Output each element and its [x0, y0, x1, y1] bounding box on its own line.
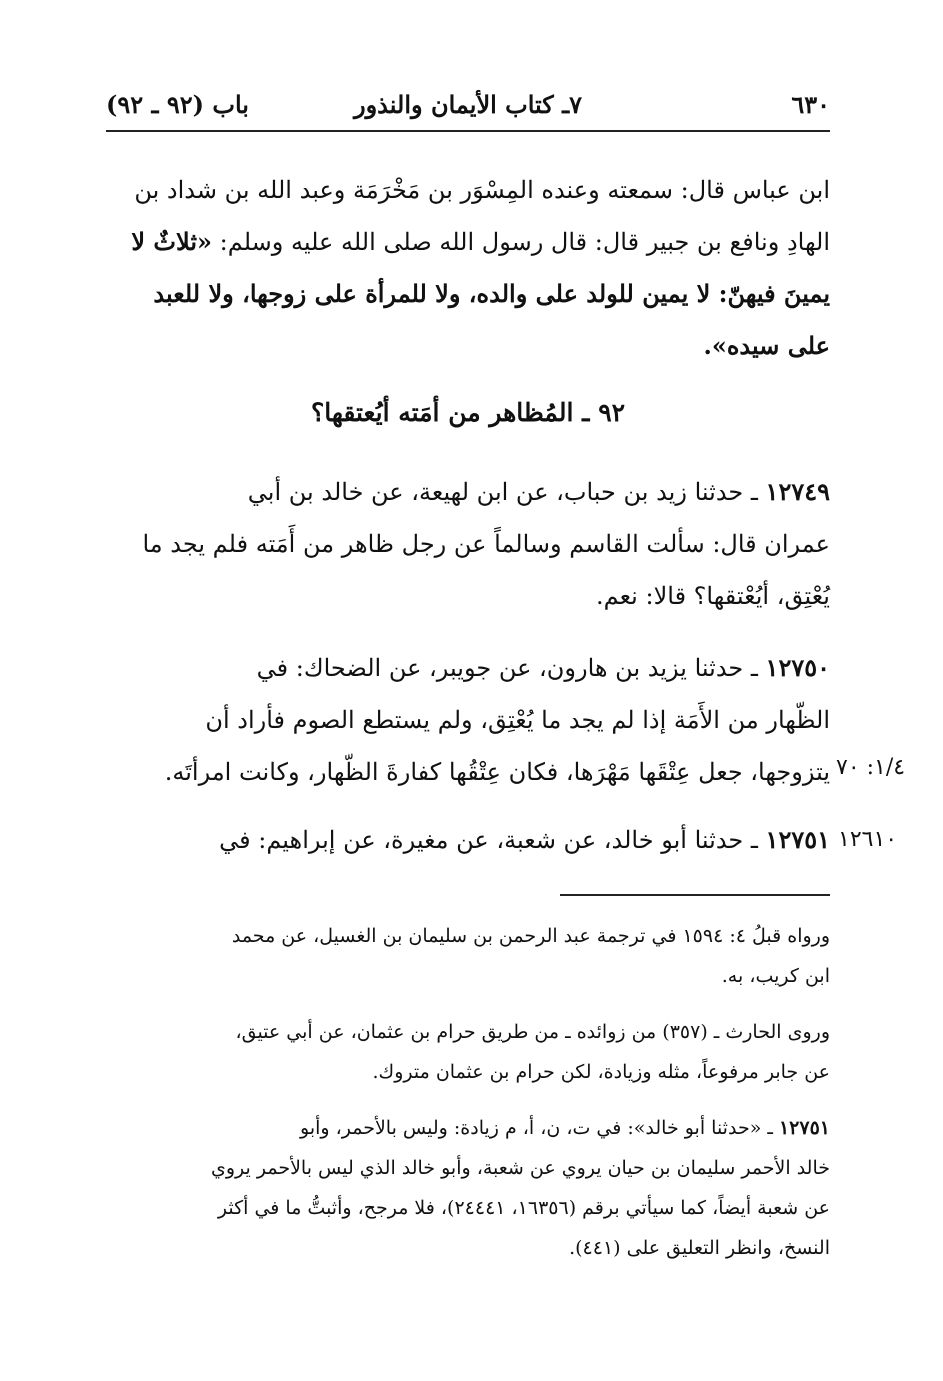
footnote-line: عن شعبة أيضاً، كما سيأتي برقم (١٦٣٥٦، ٢٤٤٤١)، فلا مرجح، وأثبتُّ ما في أكثر — [217, 1197, 830, 1219]
hadith-number: ١٢٧٥٠ — [765, 653, 830, 682]
hadith-line — [106, 466, 830, 518]
hadith-quote-start: «ثلاثٌ لا — [131, 227, 212, 256]
header-page-number: ٦٣٠ — [791, 90, 830, 119]
header-book-title: ٧ـ كتاب الأيمان والنذور — [354, 90, 582, 119]
footnote-line: ابن كريب، به. — [721, 965, 830, 987]
header-rule — [106, 130, 830, 132]
footnote-line: ورواه قبلُ ٤: ١٥٩٤ في ترجمة عبد الرحمن بن سليمان بن الغسيل، عن محمد — [231, 925, 830, 947]
intro-line — [106, 216, 830, 268]
footnote-text: ـ «حدثنا أبو خالد»: في ت، ن، أ، م زيادة: وليس بالأحمر، وأبو — [300, 1117, 779, 1139]
hadith-line — [106, 814, 830, 866]
margin-number: ١٢٦١٠ — [838, 827, 898, 852]
hadith-line: يتزوجها، جعل عِتْقَها مَهْرَها، فكان عِتْقُها كفارةَ الظّهار، وكانت امرأتَه. — [164, 758, 830, 786]
intro-paragraph — [106, 164, 830, 372]
hadith-text: ـ حدثنا زيد بن حباب، عن ابن لهيعة، عن خالد بن أبي — [247, 478, 766, 506]
footnote-1 — [106, 916, 830, 996]
footnote-2 — [106, 1012, 830, 1092]
footnote-number: ١٢٧٥١ — [778, 1117, 830, 1139]
hadith-12749 — [106, 466, 830, 622]
hadith-line: عمران قال: سألت القاسم وسالماً عن رجل ظاهر من أَمَته فلم يجد ما — [142, 530, 830, 558]
hadith-number: ١٢٧٤٩ — [765, 477, 830, 506]
footnote-3 — [106, 1108, 830, 1268]
footnote-line: خالد الأحمر سليمان بن حيان يروي عن شعبة، وأبو خالد الذي ليس بالأحمر يروي — [211, 1157, 830, 1179]
footnote-line: النسخ، وانظر التعليق على (٤٤١). — [569, 1237, 830, 1259]
margin-reference: ١/٤: ٧٠ — [836, 755, 906, 780]
header-chapter-range: باب (٩٢ ـ ٩٢) — [106, 90, 249, 119]
hadith-quote-line: يمينَ فيهنّ: لا يمين للولد على والده، ولا للمرأة على زوجها، ولا للعبد — [153, 279, 830, 308]
footnote-separator — [560, 894, 830, 896]
hadith-quote-line: على سيده». — [703, 331, 830, 360]
hadith-12751 — [106, 814, 830, 866]
chapter-heading: ٩٢ ـ المُظاهر من أمَته أيُعتقها؟ — [310, 398, 626, 427]
intro-line: ابن عباس قال: سمعته وعنده المِسْوَر بن مَخْرَمَة وعبد الله بن شداد بن — [134, 176, 830, 204]
hadith-line: الظّهار من الأَمَة إذا لم يجد ما يُعْتِق، ولم يستطع الصوم فأراد أن — [205, 706, 830, 734]
hadith-line: يُعْتِق، أيُعْتقها؟ قالا: نعم. — [596, 582, 830, 610]
hadith-12750 — [106, 642, 830, 798]
hadith-text: ـ حدثنا يزيد بن هارون، عن جويبر، عن الضحاك: في — [256, 654, 766, 682]
footnote-line — [106, 1108, 830, 1148]
footnote-line: عن جابر مرفوعاً، مثله وزيادة، لكن حرام بن عثمان متروك. — [372, 1061, 830, 1083]
hadith-number: ١٢٧٥١ — [765, 825, 830, 854]
hadith-line — [106, 642, 830, 694]
running-header — [106, 84, 830, 130]
hadith-text: ـ حدثنا أبو خالد، عن شعبة، عن مغيرة، عن إبراهيم: في — [219, 826, 766, 854]
footnote-line: وروى الحارث ـ (٣٥٧) من زوائده ـ من طريق حرام بن عثمان، عن أبي عتيق، — [235, 1021, 830, 1043]
intro-line-text: الهادِ ونافع بن جبير قال: قال رسول الله صلى الله عليه وسلم: — [212, 228, 830, 256]
